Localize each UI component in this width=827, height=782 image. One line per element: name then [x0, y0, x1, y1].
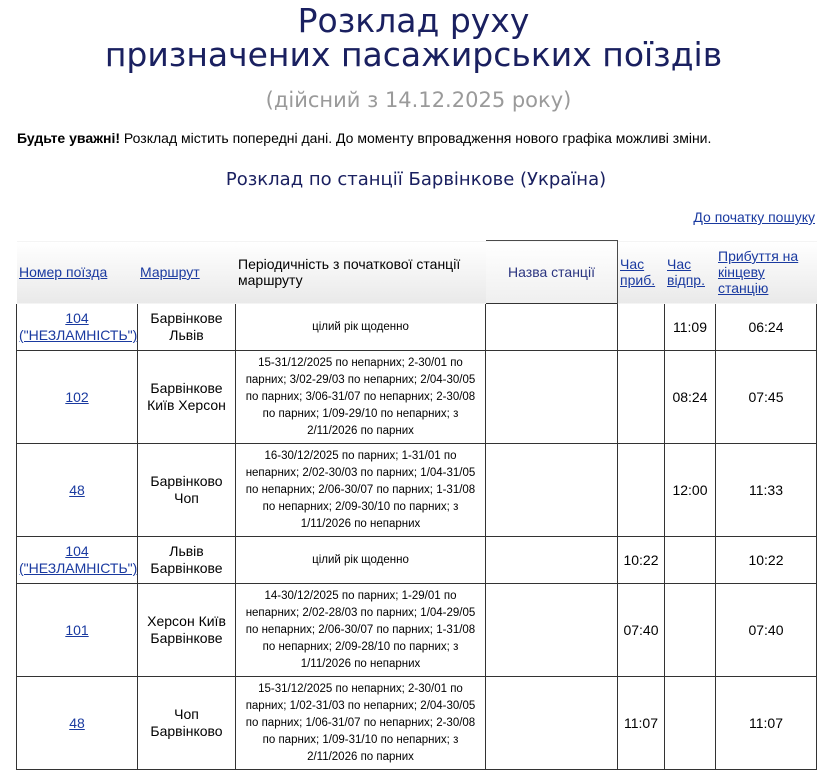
departure-cell: 11:09	[665, 304, 716, 351]
col-station-name: Назва станції	[486, 241, 618, 304]
train-number-cell[interactable]	[17, 444, 138, 537]
final-arrival-cell: 11:07	[716, 677, 817, 770]
warning-bold: Будьте уважні!	[17, 130, 121, 146]
periodicity-cell: 15-31/12/2025 по непарних; 2-30/01 по парних; 1/02-31/03 по непарних; 2/04-30/05 по парних; 1/06-31/07 по непарних; 2-30/08 по парних; 1/09-31/10 по непарних; з 2/11/2026 по парних	[236, 677, 486, 770]
train-number-cell[interactable]	[17, 537, 138, 584]
arrival-cell: 10:22	[618, 537, 665, 584]
col-route[interactable]: Маршрут	[138, 241, 236, 304]
route-cell: Львів Барвінкове	[138, 537, 236, 584]
col-periodicity: Періодичність з початкової станції маршруту	[236, 241, 486, 304]
train-number-link[interactable]: 48	[69, 481, 85, 498]
table-header-row	[17, 241, 817, 304]
route-cell: Барвінкове Львів	[138, 304, 236, 351]
arrival-cell: 07:40	[618, 584, 665, 677]
train-number-link[interactable]: 104 ("НЕЗЛАМНІСТЬ")	[19, 543, 138, 576]
periodicity-cell: цілий рік щоденно	[236, 537, 486, 584]
station-cell	[486, 444, 618, 537]
departure-cell: 08:24	[665, 351, 716, 444]
periodicity-cell: цілий рік щоденно	[236, 304, 486, 351]
table-row	[17, 677, 817, 770]
train-number-cell[interactable]	[17, 677, 138, 770]
page-title	[0, 1, 827, 74]
departure-cell: 12:00	[665, 444, 716, 537]
departure-cell	[665, 584, 716, 677]
col-final-arrival[interactable]: Прибуття на кінцеву станцію	[716, 241, 817, 304]
arrival-cell	[618, 351, 665, 444]
train-number-link[interactable]: 48	[69, 714, 85, 731]
train-number-cell[interactable]	[17, 304, 138, 351]
departure-cell	[665, 677, 716, 770]
route-cell: Барвінкове Київ Херсон	[138, 351, 236, 444]
arrival-cell: 11:07	[618, 677, 665, 770]
col-departure[interactable]: Час відпр.	[665, 241, 716, 304]
station-cell	[486, 351, 618, 444]
final-arrival-cell: 10:22	[716, 537, 817, 584]
table-row	[17, 584, 817, 677]
table-row	[17, 351, 817, 444]
station-heading: Розклад по станції Барвінкове (Україна)	[225, 169, 607, 190]
warning-text: Розклад містить попередні дані. До моменту впровадження нового графіка можливі зміни.	[120, 130, 712, 146]
arrival-cell	[618, 444, 665, 537]
train-number-link[interactable]: 101	[65, 621, 89, 638]
station-cell	[486, 537, 618, 584]
route-cell: Херсон Київ Барвінкове	[138, 584, 236, 677]
train-number-cell[interactable]	[17, 351, 138, 444]
arrival-cell	[618, 304, 665, 351]
route-cell: Барвінково Чоп	[138, 444, 236, 537]
warning-notice	[17, 129, 711, 147]
final-arrival-cell: 07:45	[716, 351, 817, 444]
route-cell: Чоп Барвінково	[138, 677, 236, 770]
col-train-number[interactable]: Номер поїзда	[17, 241, 138, 304]
train-number-cell[interactable]	[17, 584, 138, 677]
station-cell	[486, 584, 618, 677]
page-title-line1: Розклад руху	[297, 1, 530, 40]
table-row	[17, 537, 817, 584]
periodicity-cell: 16-30/12/2025 по парних; 1-31/01 по непарних; 2/02-30/03 по парних; 1/04-31/05 по непарних; 2/06-30/07 по парних; 1-31/08 по непарних; 2/09-30/10 по парних; з 1/11/2026 по непарних	[236, 444, 486, 537]
periodicity-cell: 15-31/12/2025 по непарних; 2-30/01 по парних; 3/02-29/03 по непарних; 2/04-30/05 по парних; 3/06-31/07 по непарних; 2-30/08 по парних; 1/09-29/10 по непарних; з 2/11/2026 по парних	[236, 351, 486, 444]
train-number-link[interactable]: 104 ("НЕЗЛАМНІСТЬ")	[19, 310, 138, 343]
table-row	[17, 444, 817, 537]
schedule-table	[16, 240, 817, 770]
train-number-link[interactable]: 102	[65, 388, 89, 405]
back-to-search-link[interactable]: До початку пошуку	[693, 209, 815, 225]
periodicity-cell: 14-30/12/2025 по парних; 1-29/01 по непарних; 2/02-28/03 по парних; 1/04-29/05 по непарних; 2/06-30/07 по парних; 1-31/08 по непарних; 2/09-28/10 по парних; з 1/11/2026 по непарних	[236, 584, 486, 677]
table-row	[17, 304, 817, 351]
final-arrival-cell: 11:33	[716, 444, 817, 537]
validity-subtitle: (дійсний з 14.12.2025 року)	[265, 88, 572, 112]
col-arrival[interactable]: Час приб.	[618, 241, 665, 304]
station-cell	[486, 677, 618, 770]
departure-cell	[665, 537, 716, 584]
page-title-line2: призначених пасажирських поїздів	[104, 35, 723, 74]
station-cell	[486, 304, 618, 351]
final-arrival-cell: 07:40	[716, 584, 817, 677]
final-arrival-cell: 06:24	[716, 304, 817, 351]
